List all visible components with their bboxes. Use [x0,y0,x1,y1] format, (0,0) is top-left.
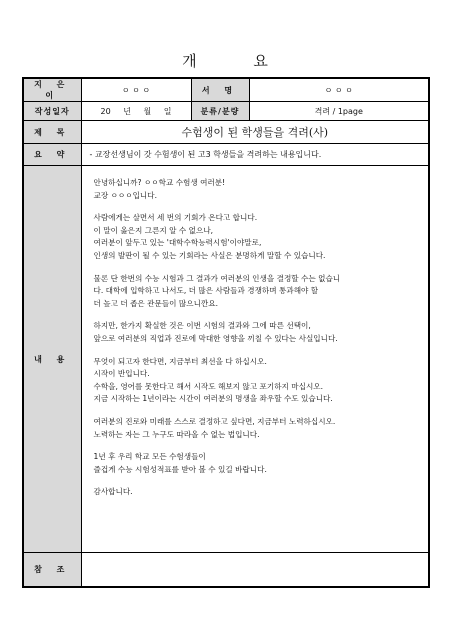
date-value: 20 년 월 일 [81,102,191,121]
overview-form [22,77,430,588]
reference-value [81,553,429,587]
content-paragraph [94,177,419,202]
content-paragraph [94,212,419,262]
content-line: 인생의 발판이 될 수 있는 기회라는 사실은 분명하게 말할 수 있습니다. [93,250,326,260]
document-title: 개 요 [182,52,294,70]
subject-value: 수험생이 된 학생들을 격려(사) [81,121,429,144]
content-line: 무엇이 되고자 한다면, 지금부터 최선을 다 하십시오. [93,356,267,366]
summary-value: - 교장선생님이 갓 수험생이 된 고3 학생들을 격려하는 내용입니다. [81,144,429,166]
content-line: 물론 단 한번의 수능 시험과 그 결과가 여러분의 인생을 결정할 수는 없습니 [93,273,341,283]
content-line: 지금 시작하는 1년이라는 시간이 여러분의 명생을 좌우할 수도 있습니다. [93,394,333,404]
content-line: 수학을, 영어를 못한다고 해서 시작도 해보지 않고 포기하지 마십시오. [93,381,324,391]
content-line: 노력하는 자는 그 누구도 따라올 수 없는 법입니다. [93,429,260,439]
content-line: 안녕하십니까? ㅇㅇ학교 수험생 여러분! [93,178,226,187]
content-line: 하지만, 한가지 확실한 것은 이번 시험의 결과와 그에 따른 선택이, [93,321,311,331]
content-line: 다. 대학에 입학하고 나서도, 더 많은 사람들과 경쟁하며 통과해야 할 [93,286,319,296]
author-value: ㅇ ㅇ ㅇ [81,78,191,102]
content-line: 여러분이 앞두고 있는 '대학수학능력시험'이야말로, [93,238,262,248]
summary-label: 요 약 [23,144,81,166]
content-line: 감사합니다. [93,487,133,497]
content-line: 앞으로 여러분의 직업과 진로에 막대한 영향을 끼칠 수 있다는 사실입니다. [93,333,338,343]
content-paragraph [94,416,419,441]
content-paragraph [94,451,419,476]
signature-value: ㅇ ㅇ ㅇ [249,78,429,102]
signature-label: 서 명 [191,78,249,102]
content-line: 1년 후 우리 학교 모든 수험생들이 [93,452,206,462]
author-label: 지 은 이 [23,78,81,102]
reference-label: 참 조 [23,553,81,587]
content-line: 더 높고 더 좁은 관문들이 많으니깐요. [93,298,219,308]
content-line: 즐겁게 수능 시험성적표를 받아 볼 수 있길 바랍니다. [93,464,267,474]
content-paragraph [94,356,419,406]
content-line: 사람에게는 살면서 세 번의 기회가 온다고 합니다. [93,213,258,223]
category-label: 분류/분량 [191,102,249,121]
content-paragraph [94,486,419,499]
content-body [81,166,429,553]
content-line: 교장 ㅇㅇㅇ입니다. [93,190,158,200]
content-line: 시작이 반입니다. [93,369,150,379]
date-label: 작성일자 [23,102,81,121]
category-value: 격려 / 1page [249,102,429,121]
content-line: 이 말이 옳은지 그른지 알 수 없으나, [93,225,214,235]
content-paragraph [94,273,419,311]
subject-label: 제 목 [23,121,81,144]
content-label: 내 용 [23,166,81,553]
content-paragraph [94,320,419,345]
content-line: 여러분의 진로와 미래를 스스로 결정하고 싶다면, 지금부터 노력하십시오. [93,416,336,426]
